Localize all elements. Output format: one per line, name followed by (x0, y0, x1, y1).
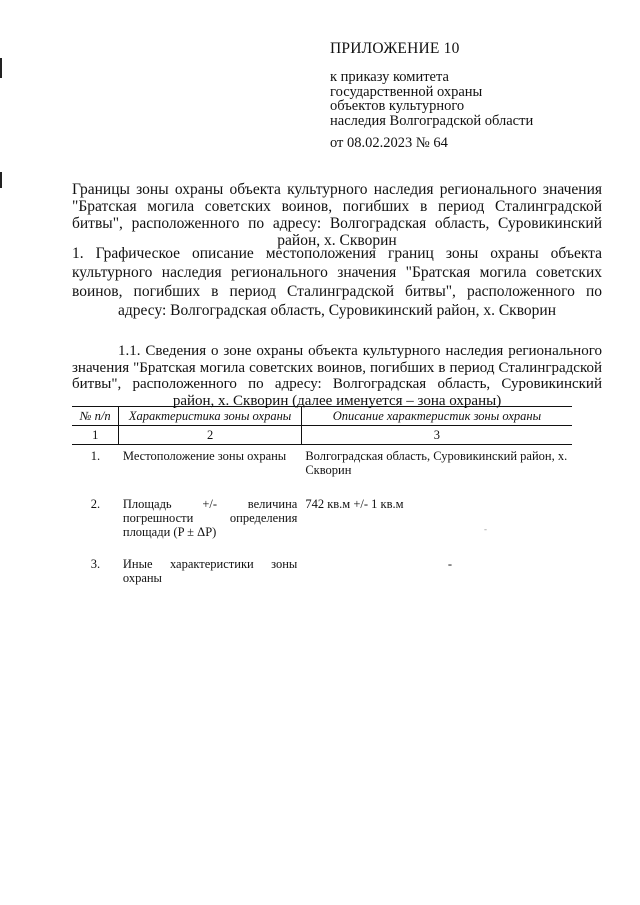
order-line: к приказу комитета (330, 69, 449, 85)
document-title: Границы зоны охраны объекта культурного наследия регионального значения "Братская могила советских воинов, погибших в период Сталинградской битвы", расположенного по адресу: Волгоградская область, Суровикинский район, х. Скворин (72, 181, 602, 249)
table-row (72, 445, 572, 488)
section-1-heading: 1. Графическое описание местоположения границ зоны охраны объекта культурного наследия регионального значения "Братская могила советских воинов, погибших в период Сталинградской битвы", расположенного по адресу: Волгоградская область, Суровикинский район, х. Скворин (72, 245, 602, 319)
appendix-title: ПРИЛОЖЕНИЕ 10 (330, 40, 460, 57)
scan-speck: - (484, 524, 487, 534)
zone-info-table (72, 406, 572, 587)
column-number: 1 (72, 426, 119, 445)
order-reference (330, 70, 533, 128)
row-characteristic: Площадь +/- величина погрешности определения площади (P ± ΔP) (122, 497, 298, 539)
row-number: 3. (90, 557, 101, 571)
order-line: государственной охраны (330, 83, 483, 100)
row-description: 742 кв.м +/- 1 кв.м (305, 497, 404, 511)
row-number: 2. (90, 497, 101, 511)
column-number: 3 (301, 426, 572, 445)
header-description: Описание характеристик зоны охраны (301, 407, 572, 426)
order-line: объектов культурного (330, 98, 465, 114)
column-number-row (72, 426, 572, 445)
table-row (72, 487, 572, 545)
scan-margin-mark (0, 58, 2, 78)
order-date: от 08.02.2023 № 64 (330, 135, 448, 151)
row-characteristic: Иные характеристики зоны охраны (122, 557, 298, 585)
table-row (72, 545, 572, 587)
subsection-1-1-heading: 1.1. Сведения о зоне охраны объекта культурного наследия регионального значения "Братская могила советских воинов, погибших в период Сталинградской битвы", расположенного по адресу: Волгоградская область, Суровикинский район, х. Скворин (далее именуется – зона охраны) (72, 343, 602, 409)
row-number: 1. (90, 449, 101, 463)
row-characteristic: Местоположение зоны охраны (122, 449, 287, 463)
table-header-row (72, 407, 572, 426)
row-description: Волгоградская область, Суровикинский район, х. Скворин (305, 449, 568, 477)
row-description: - (447, 557, 452, 571)
scan-margin-mark (0, 172, 2, 188)
column-number: 2 (119, 426, 301, 445)
order-line: наследия Волгоградской области (330, 112, 534, 129)
header-number: № п/п (72, 407, 119, 426)
header-characteristic: Характеристика зоны охраны (119, 407, 301, 426)
